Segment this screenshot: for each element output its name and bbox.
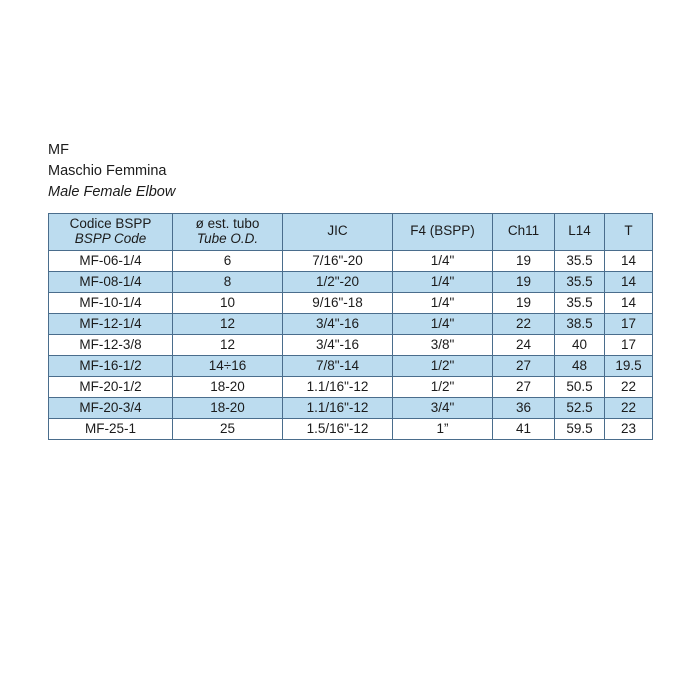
cell-t: 17 [605,313,653,334]
cell-l14: 52.5 [555,397,605,418]
cell-jic: 3/4"-16 [283,334,393,355]
table-row [49,418,653,439]
spec-table-body [49,250,653,439]
cell-code: MF-06-1/4 [49,250,173,271]
table-row [49,397,653,418]
column-header-tube-od [173,214,283,251]
cell-f4: 1/4" [393,313,493,334]
cell-jic: 1.5/16"-12 [283,418,393,439]
cell-f4: 3/4" [393,397,493,418]
cell-l14: 48 [555,355,605,376]
cell-tube-od: 25 [173,418,283,439]
cell-jic: 1.1/16"-12 [283,376,393,397]
column-header-l14-label: L14 [568,223,591,239]
cell-tube-od: 18-20 [173,376,283,397]
cell-jic: 9/16"-18 [283,292,393,313]
cell-f4: 1/2" [393,376,493,397]
cell-ch11: 27 [493,355,555,376]
cell-ch11: 19 [493,250,555,271]
cell-ch11: 27 [493,376,555,397]
cell-t: 23 [605,418,653,439]
cell-jic: 3/4"-16 [283,313,393,334]
cell-f4: 1” [393,418,493,439]
column-header-f4-bspp [393,214,493,251]
product-code: MF [48,142,69,158]
cell-f4: 1/4" [393,250,493,271]
cell-ch11: 19 [493,292,555,313]
cell-code: MF-12-3/8 [49,334,173,355]
table-row [49,313,653,334]
header-row [49,214,653,251]
cell-ch11: 36 [493,397,555,418]
table-row [49,376,653,397]
cell-code: MF-25-1 [49,418,173,439]
column-header-jic [283,214,393,251]
cell-ch11: 24 [493,334,555,355]
column-header-tube-od-it: ø est. tubo [195,216,260,231]
product-name-english: Male Female Elbow [48,184,176,201]
column-header-jic-label: JIC [327,223,348,239]
cell-jic: 1.1/16"-12 [283,397,393,418]
column-header-ch11 [493,214,555,251]
cell-f4: 3/8" [393,334,493,355]
cell-code: MF-20-1/2 [49,376,173,397]
cell-tube-od: 8 [173,271,283,292]
cell-jic: 1/2"-20 [283,271,393,292]
cell-jic: 7/16"-20 [283,250,393,271]
cell-l14: 35.5 [555,292,605,313]
cell-code: MF-10-1/4 [49,292,173,313]
cell-code: MF-20-3/4 [49,397,173,418]
cell-l14: 35.5 [555,250,605,271]
column-header-tube-od-en: Tube O.D. [196,230,259,246]
cell-t: 14 [605,271,653,292]
cell-tube-od: 12 [173,334,283,355]
table-row [49,250,653,271]
column-header-t [605,214,653,251]
cell-t: 22 [605,397,653,418]
cell-t: 14 [605,250,653,271]
cell-ch11: 19 [493,271,555,292]
cell-l14: 50.5 [555,376,605,397]
cell-code: MF-08-1/4 [49,271,173,292]
column-header-l14 [555,214,605,251]
spec-table [48,213,653,440]
cell-tube-od: 14÷16 [173,355,283,376]
table-row [49,292,653,313]
cell-f4: 1/2" [393,355,493,376]
cell-l14: 38.5 [555,313,605,334]
column-header-bspp-code-it: Codice BSPP [69,216,152,231]
cell-t: 14 [605,292,653,313]
cell-f4: 1/4" [393,292,493,313]
cell-l14: 35.5 [555,271,605,292]
column-header-bspp-code [49,214,173,251]
column-header-f4-bspp-label: F4 (BSPP) [410,223,475,239]
cell-tube-od: 12 [173,313,283,334]
cell-ch11: 22 [493,313,555,334]
product-name-italian: Maschio Femmina [48,163,167,180]
spec-table-header [49,214,653,251]
cell-code: MF-12-1/4 [49,313,173,334]
table-row [49,334,653,355]
cell-tube-od: 6 [173,250,283,271]
cell-l14: 59.5 [555,418,605,439]
column-header-t-label: T [624,223,633,239]
table-row [49,355,653,376]
cell-tube-od: 10 [173,292,283,313]
product-heading [48,140,175,203]
cell-code: MF-16-1/2 [49,355,173,376]
cell-f4: 1/4" [393,271,493,292]
column-header-ch11-label: Ch11 [507,223,540,239]
cell-l14: 40 [555,334,605,355]
cell-t: 19.5 [605,355,653,376]
cell-tube-od: 18-20 [173,397,283,418]
spec-table-container [48,213,652,440]
cell-t: 17 [605,334,653,355]
cell-t: 22 [605,376,653,397]
cell-ch11: 41 [493,418,555,439]
table-row [49,271,653,292]
column-header-bspp-code-en: BSPP Code [74,230,147,246]
cell-jic: 7/8"-14 [283,355,393,376]
